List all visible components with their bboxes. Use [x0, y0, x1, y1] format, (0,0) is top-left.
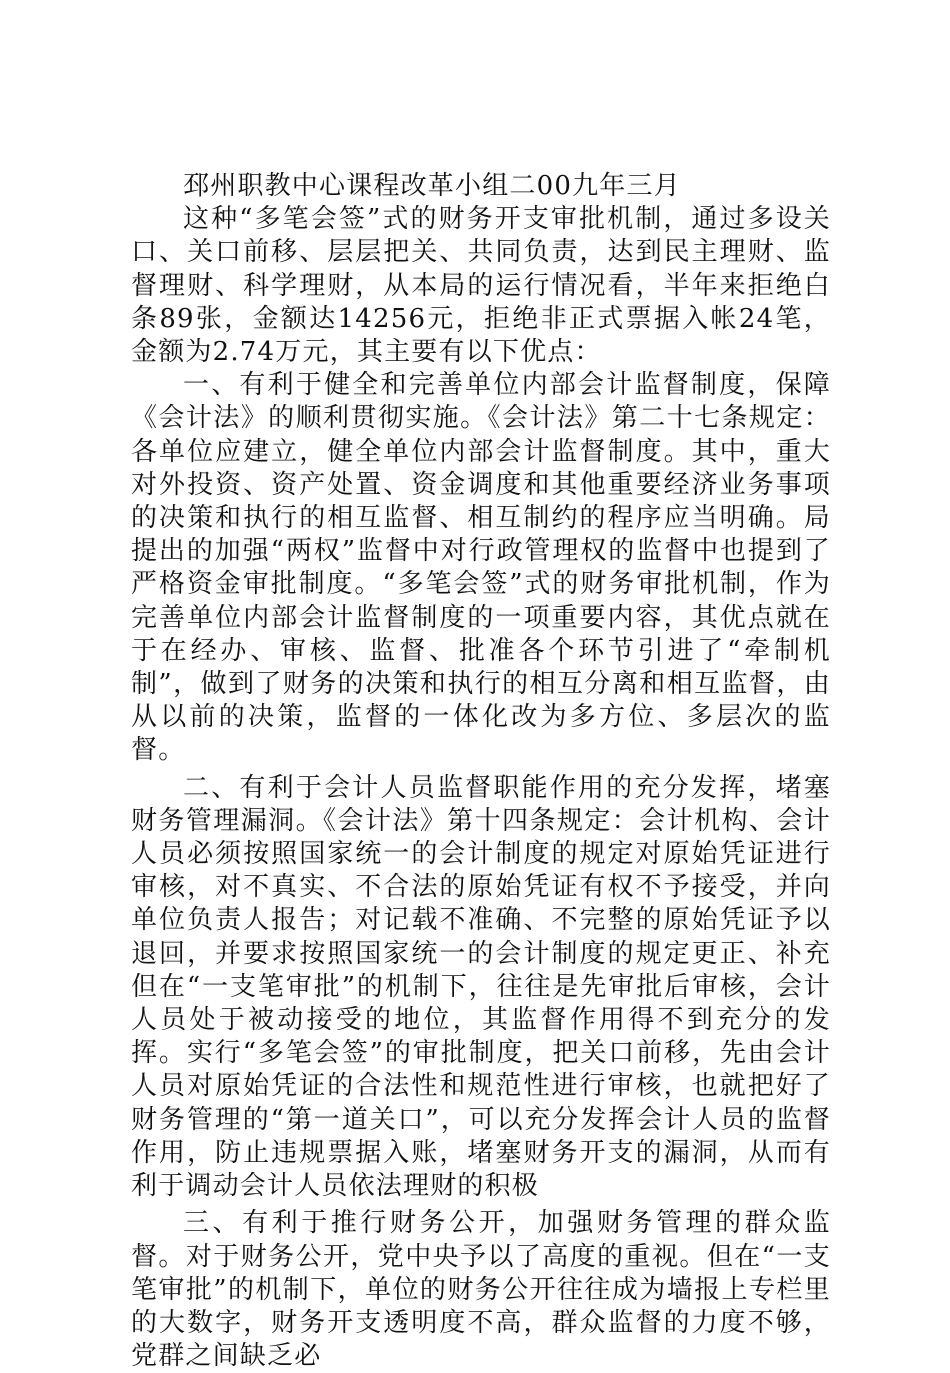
paragraph-point-one: 一、有利于健全和完善单位内部会计监督制度，保障《会计法》的顺利贯彻实施。《会计法》第二十七条规定：各单位应建立，健全单位内部会计监督制度。其中，重大对外投资、资产处置、资金调度和其他重要经济业务事项的决策和执行的相互监督、相互制约的程序应当明确。局提出的加强“两权”监督中对行政管理权的监督中也提到了严格资金审批制度。“多笔会签”式的财务审批机制，作为完善单位内部会计监督制度的一项重要内容，其优点就在于在经办、审核、监督、批准各个环节引进了“牵制机制”，做到了财务的决策和执行的相互分离和相互监督，由从以前的决策，监督的一体化改为多方位、多层次的监督。: [131, 370, 831, 766]
paragraph-point-three: 三、有利于推行财务公开，加强财务管理的群众监督。对于财务公开，党中央予以了高度的重视。但在“一支笔审批”的机制下，单位的财务公开往往成为墙报上专栏里的大数字，财务开支透明度不高，群众监督的力度不够，党群之间缺乏必: [131, 1208, 831, 1372]
paragraph-intro: 这种“多笔会签”式的财务开支审批机制，通过多设关口、关口前移、层层把关、共同负责，达到民主理财、监督理财、科学理财，从本局的运行情况看，半年来拒绝白条89张，金额达14256元，拒绝非正式票据入帐24笔，金额为2.74万元，其主要有以下优点：: [131, 204, 831, 368]
signature-line: 邳州职教中心课程改革小组二00九年三月: [183, 171, 681, 201]
paragraph-point-two: 二、有利于会计人员监督职能作用的充分发挥，堵塞财务管理漏洞。《会计法》第十四条规定：会计机构、会计人员必须按照国家统一的会计制度的规定对原始凭证进行审核，对不真实、不合法的原始凭证有权不予接受，并向单位负责人报告；对记载不准确、不完整的原始凭证予以退回，并要求按照国家统一的会计制度的规定更正、补充但在“一支笔审批”的机制下，往往是先审批后审核，会计人员处于被动接受的地位，其监督作用得不到充分的发挥。实行“多笔会签”的审批制度，把关口前移，先由会计人员对原始凭证的合法性和规范性进行审核，也就把好了财务管理的“第一道关口”，可以充分发挥会计人员的监督作用，防止违规票据入账，堵塞财务开支的漏洞，从而有利于调动会计人员依法理财的积极: [131, 772, 831, 1202]
document-body: [131, 170, 831, 1373]
